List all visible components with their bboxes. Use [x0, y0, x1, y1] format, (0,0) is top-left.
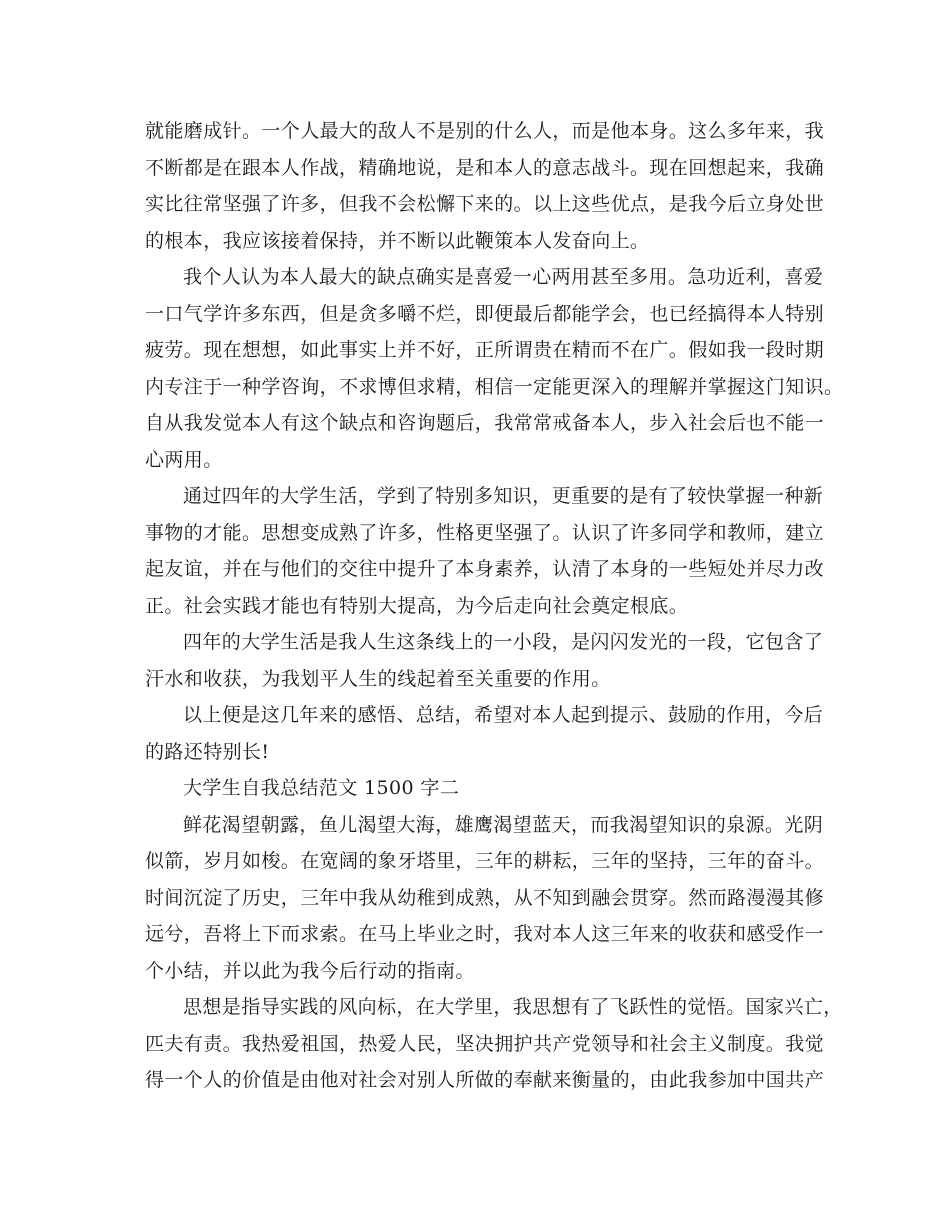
- text-line: 思想是指导实践的风向标，在大学里，我思想有了飞跃性的觉悟。国家兴亡，: [183, 996, 843, 1018]
- text-line: 一口气学许多东西，但是贪多嚼不烂，即便最后都能学会，也已经搞得本人特别: [145, 302, 825, 325]
- text-line: 内专注于一种学咨询，不求博但求精，相信一定能更深入的理解并掌握这门知识。: [145, 375, 844, 398]
- text-line: 汗水和收获，为我划平人生的线起着至关重要的作用。: [145, 667, 611, 690]
- text-line: 匹夫有责。我热爱祖国，热爱人民，坚决拥护共产党领导和社会主义制度。我觉: [145, 1032, 825, 1055]
- text-line: 四年的大学生活是我人生这条线上的一小段，是闪闪发光的一段，它包含了: [183, 631, 824, 653]
- text-line: 我个人认为本人最大的缺点确实是喜爱一心两用甚至多用。急功近利，喜爱: [183, 266, 824, 288]
- text-line: 实比往常坚强了许多，但我不会松懈下来的。以上这些优点，是我今后立身处世: [145, 193, 825, 215]
- text-line: 通过四年的大学生活，学到了特别多知识，更重要的是有了较快掌握一种新: [183, 485, 824, 507]
- text-line: 得一个人的价值是由他对社会对别人所做的奉献来衡量的，由此我参加中国共产: [145, 1069, 825, 1091]
- text-line: 起友谊，并在与他们的交往中提升了本身素养，认清了本身的一些短处并尽力改: [145, 558, 825, 580]
- text-line: 时间沉淀了历史，三年中我从幼稚到成熟，从不知到融会贯穿。然而路漫漫其修: [145, 886, 825, 909]
- text-line: 自从我发觉本人有这个缺点和咨询题后，我常常戒备本人，步入社会后也不能一: [145, 412, 825, 434]
- text-line: 的根本，我应该接着保持，并不断以此鞭策本人发奋向上。: [145, 229, 650, 252]
- text-line: 不断都是在跟本人作战，精确地说，是和本人的意志战斗。现在回想起来，我确: [145, 156, 825, 179]
- text-line: 就能磨成针。一个人最大的敌人不是别的什么人，而是他本身。这么多年来，我: [145, 120, 825, 142]
- text-line: 心两用。: [145, 448, 223, 471]
- text-line: 疲劳。现在想想，如此事实上并不好，正所谓贵在精而不在广。假如我一段时期: [145, 339, 825, 361]
- text-line: 似箭，岁月如梭。在宽阔的象牙塔里，三年的耕耘，三年的坚持，三年的奋斗。: [145, 850, 825, 872]
- text-line: 远兮，吾将上下而求索。在马上毕业之时，我对本人这三年来的收获和感受作一: [145, 923, 825, 945]
- text-line: 大学生自我总结范文 1500 字二: [183, 777, 460, 799]
- text-line: 的路还特别长!: [145, 740, 270, 763]
- text-line: 正。社会实践才能也有特别大提高，为今后走向社会奠定根底。: [145, 594, 689, 617]
- text-line: 以上便是这几年来的感悟、总结，希望对本人起到提示、鼓励的作用，今后: [183, 704, 824, 726]
- text-line: 个小结，并以此为我今后行动的指南。: [145, 959, 475, 982]
- text-line: 事物的才能。思想变成熟了许多，性格更坚强了。认识了许多同学和教师，建立: [145, 521, 825, 544]
- text-line: 鲜花渴望朝露，鱼儿渴望大海，雄鹰渴望蓝天，而我渴望知识的泉源。光阴: [183, 813, 824, 836]
- document-body: [145, 113, 844, 1099]
